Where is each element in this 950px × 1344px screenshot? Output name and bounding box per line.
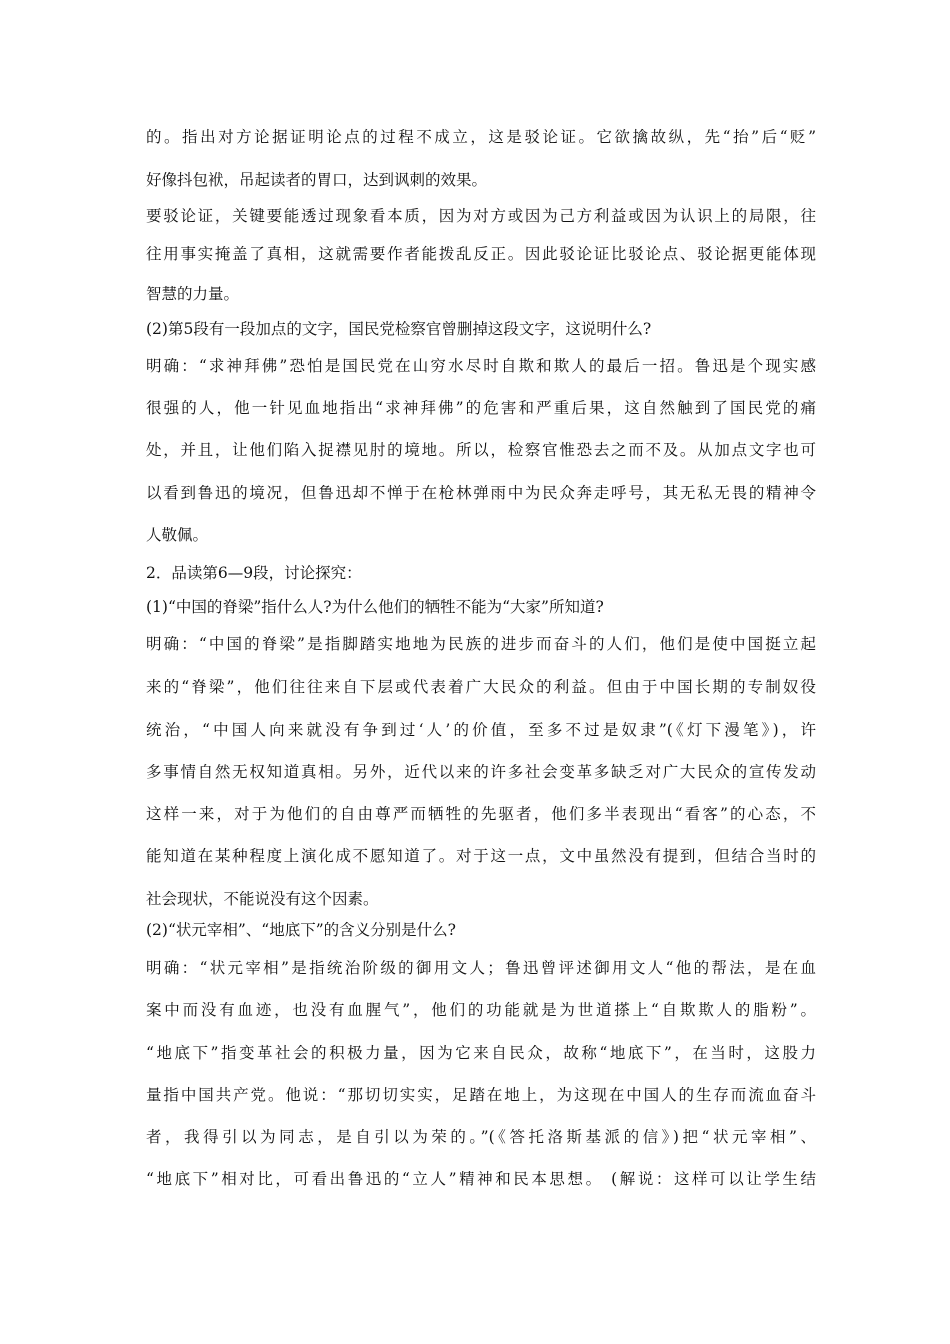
text-line: 明确：“状元宰相”是指统治阶级的御用文人；鲁迅曾评述御用文人“他的帮法，是在血 bbox=[146, 959, 816, 977]
text-line: 多事情自然无权知道真相。另外，近代以来的许多社会变革多缺乏对广大民众的宣传发动 bbox=[146, 763, 816, 781]
text-line: 智慧的力量。 bbox=[146, 285, 240, 303]
text-line: 能知道在某种程度上演化成不愿知道了。对于这一点，文中虽然没有提到，但结合当时的 bbox=[146, 847, 816, 865]
text-line: “地底下”指变革社会的积极力量，因为它来自民众，故称“地底下”，在当时，这股力 bbox=[146, 1044, 816, 1062]
text-line: 案中而没有血迹，也没有血腥气”，他们的功能就是为世道搽上“自欺欺人的脂粉”。 bbox=[146, 1001, 816, 1019]
text-line: 很强的人，他一针见血地指出“求神拜佛”的危害和严重后果，这自然触到了国民党的痛 bbox=[146, 399, 816, 417]
question-heading: (2)第5段有一段加点的文字，国民党检察官曾删掉这段文字，这说明什么? bbox=[146, 320, 652, 338]
question-heading: (2)“状元宰相”、“地底下”的含义分别是什么? bbox=[146, 921, 456, 939]
text-line: 量指中国共产党。他说：“那切切实实，足踏在地上，为这现在中国人的生存而流血奋斗 bbox=[146, 1086, 816, 1104]
text-line: 要驳论证，关键要能透过现象看本质，因为对方或因为己方利益或因为认识上的局限，往 bbox=[146, 207, 816, 225]
section-heading: 2．品读第6—9段，讨论探究： bbox=[146, 564, 362, 582]
text-line: 好像抖包袱，吊起读者的胃口，达到讽刺的效果。 bbox=[146, 171, 488, 189]
text-line: 处，并且，让他们陷入捉襟见肘的境地。所以，检察官惟恐去之而不及。从加点文字也可 bbox=[146, 441, 816, 459]
text-line: 往用事实掩盖了真相，这就需要作者能拨乱反正。因此驳论证比驳论点、驳论据更能体现 bbox=[146, 245, 816, 263]
text-line: 明确：“求神拜佛”恐怕是国民党在山穷水尽时自欺和欺人的最后一招。鲁迅是个现实感 bbox=[146, 357, 816, 375]
question-heading: (1)“中国的脊梁”指什么人?为什么他们的牺牲不能为“大家”所知道? bbox=[146, 598, 604, 616]
text-line: 社会现状，不能说没有这个因素。 bbox=[146, 890, 379, 908]
text-line: 这样一来，对于为他们的自由尊严而牺牲的先驱者，他们多半表现出“看客”的心态，不 bbox=[146, 805, 816, 823]
text-line: 来的“脊梁”，他们往往来自下层或代表着广大民众的利益。但由于中国长期的专制奴役 bbox=[146, 678, 816, 696]
text-line: “地底下”相对比，可看出鲁迅的“立人”精神和民本思想。 (解说：这样可以让学生结 bbox=[146, 1170, 816, 1188]
text-line: 以看到鲁迅的境况，但鲁迅却不惮于在枪林弹雨中为民众奔走呼号，其无私无畏的精神令 bbox=[146, 484, 816, 502]
text-line: 人敬佩。 bbox=[146, 526, 209, 544]
text-line: 明确：“中国的脊梁”是指脚踏实地地为民族的进步而奋斗的人们，他们是使中国挺立起 bbox=[146, 635, 816, 653]
text-line: 者，我得引以为同志，是自引以为荣的。”(《答托洛斯基派的信》)把“状元宰相”、 bbox=[146, 1128, 816, 1146]
text-line: 的。指出对方论据证明论点的过程不成立，这是驳论证。它欲擒故纵，先“抬”后“贬” bbox=[146, 128, 816, 146]
text-line: 统治，“中国人向来就没有争到过‘人’的价值，至多不过是奴隶”(《灯下漫笔》)，许 bbox=[146, 721, 816, 739]
